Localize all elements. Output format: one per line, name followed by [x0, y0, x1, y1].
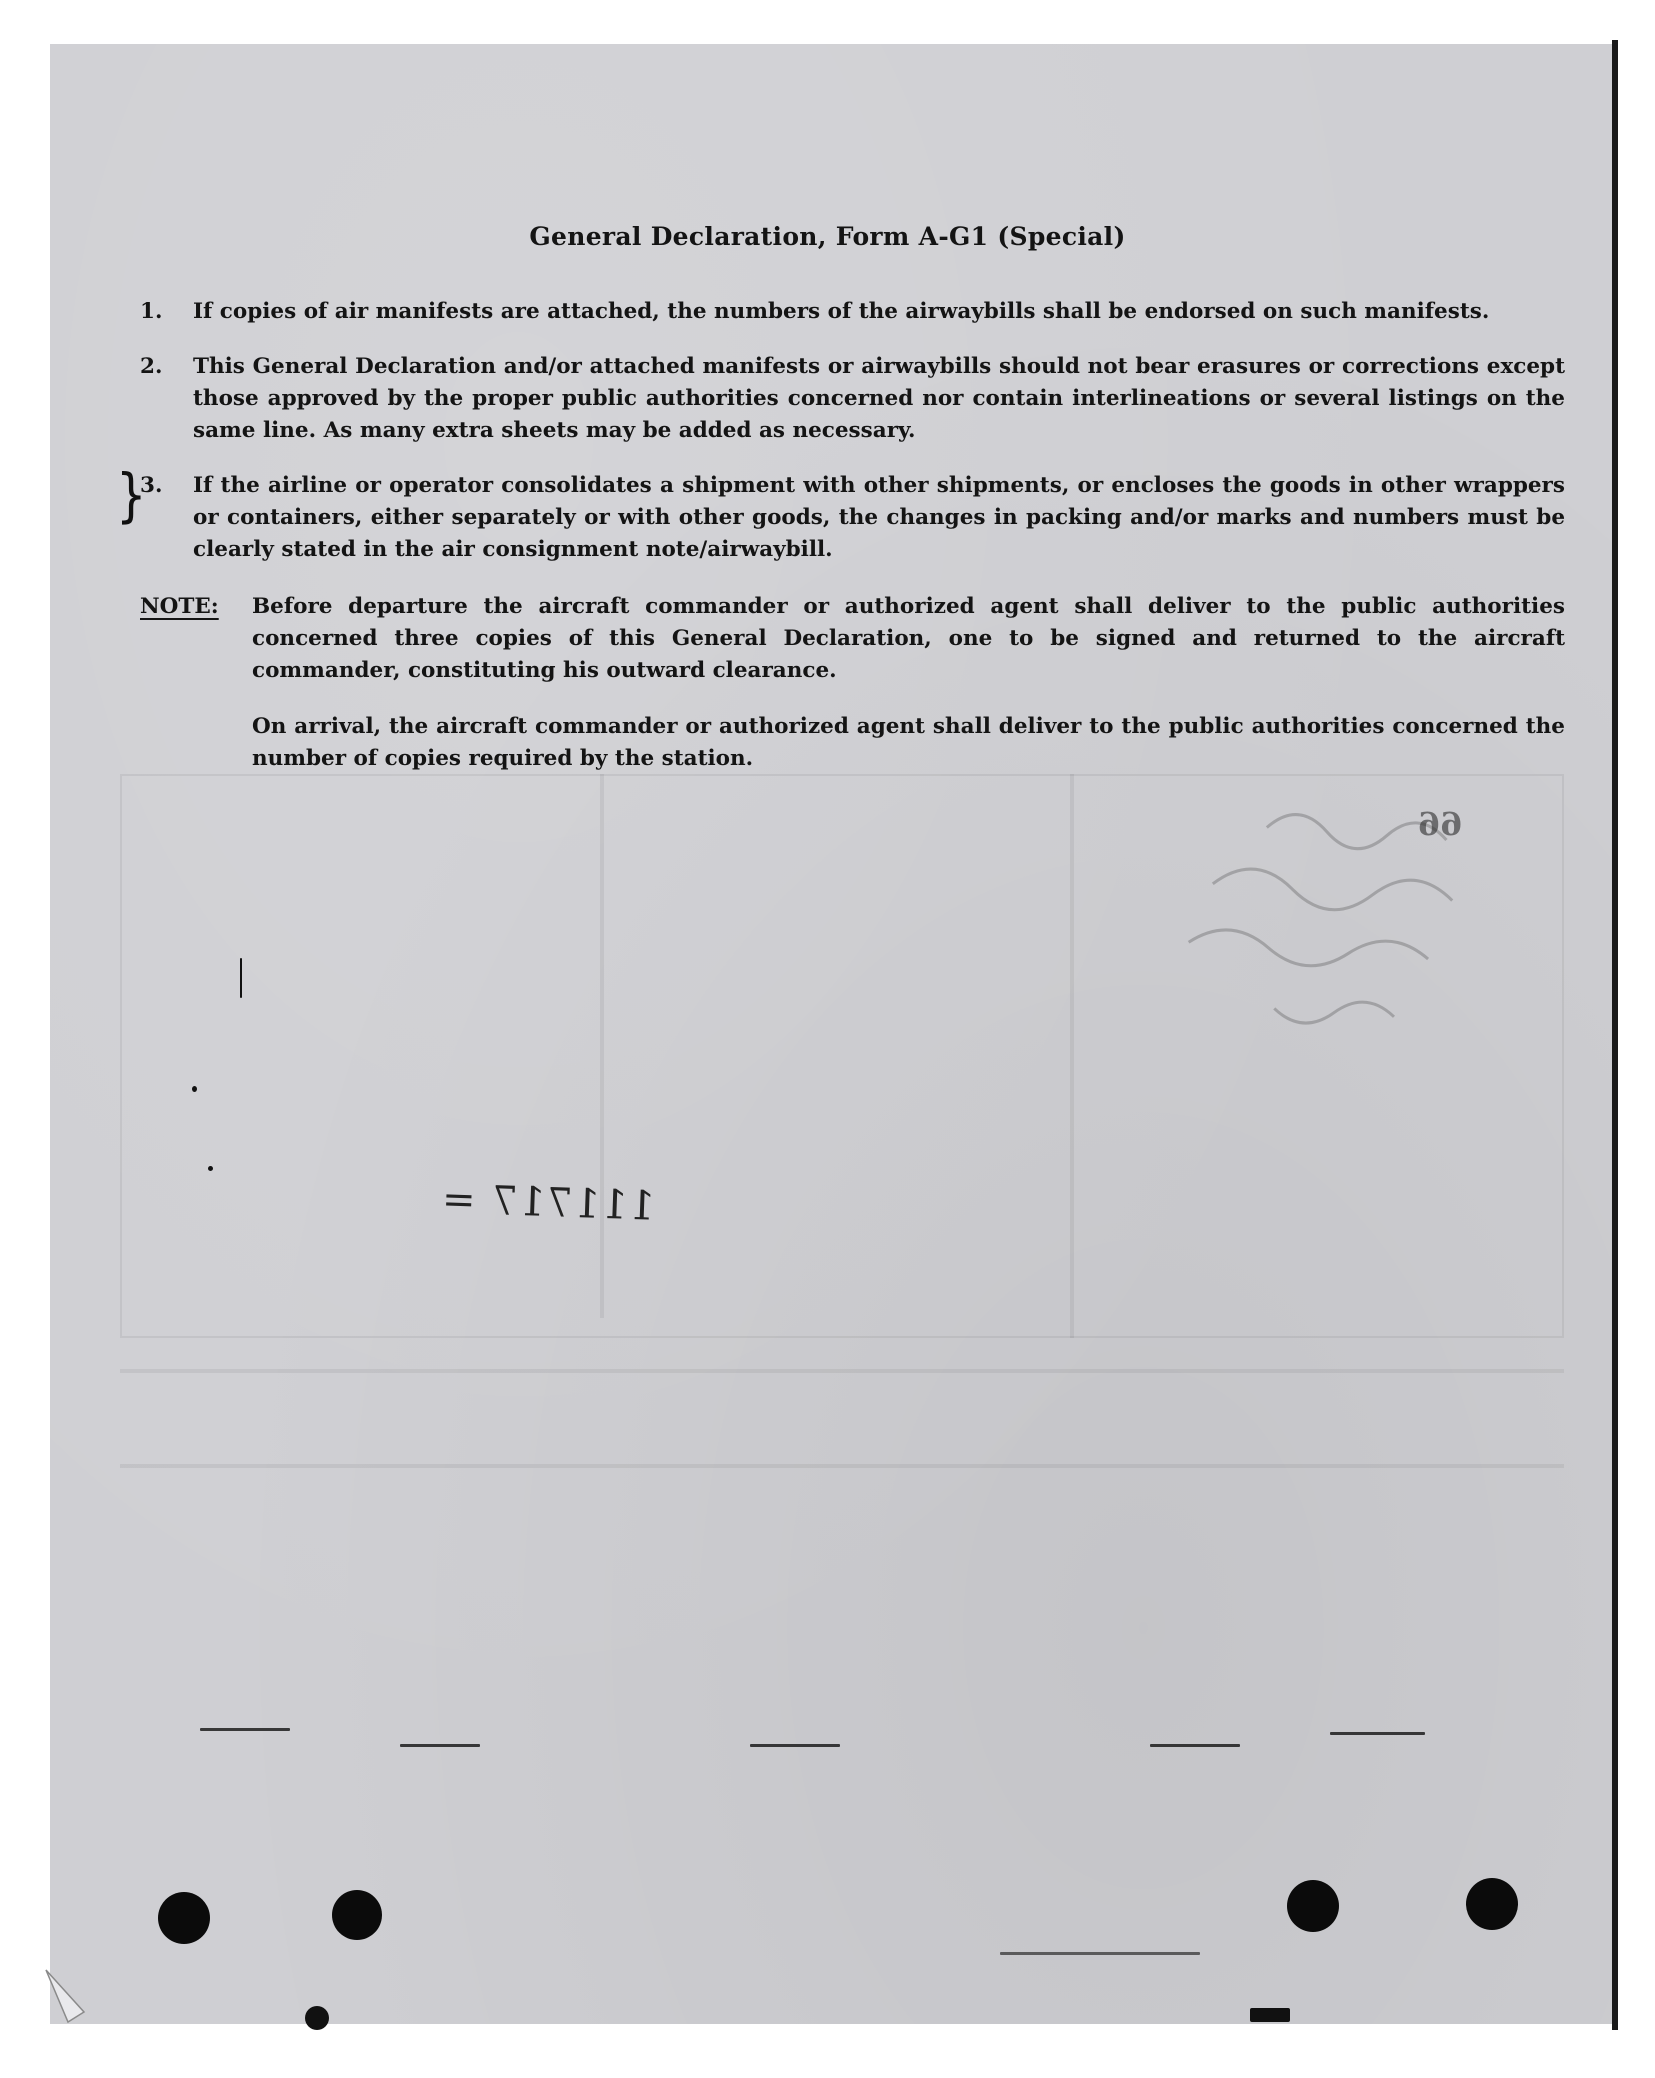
speck	[1330, 1732, 1425, 1735]
speck	[1000, 1952, 1200, 1955]
speck	[192, 1086, 197, 1092]
speck	[1150, 1744, 1240, 1747]
speck	[240, 958, 242, 998]
bleedthrough-handwriting	[1131, 779, 1469, 1075]
speck	[750, 1744, 840, 1747]
bleedthrough-divider	[600, 774, 604, 1318]
speck	[208, 1166, 213, 1171]
punch-hole	[1466, 1878, 1518, 1930]
item-text: If copies of air manifests are attached, the numbers of the airwaybills shall be endorsed on such manifests.	[193, 299, 1490, 324]
speck	[200, 1728, 290, 1731]
speck	[305, 2006, 329, 2030]
handwritten-mark: 111717 =	[439, 1176, 656, 1230]
note-paragraph: Before departure the aircraft commander or authorized agent shall deliver to the public authorities concerned three copies of this General Declaration, one to be signed and returned to the aircraft commander, constituting his outward clearance.	[252, 594, 1565, 683]
note-block	[140, 591, 1565, 687]
item-number: 1.	[140, 299, 163, 324]
bleedthrough-rule	[120, 1464, 1564, 1468]
punch-hole	[158, 1892, 210, 1944]
bleedthrough-divider	[1070, 774, 1074, 1338]
list-item	[140, 351, 1565, 447]
note-label: NOTE:	[140, 594, 219, 619]
item-number: 2.	[140, 354, 163, 379]
speck	[1250, 2008, 1290, 2022]
note-paragraph: On arrival, the aircraft commander or authorized agent shall deliver to the public authorities concerned the number of copies required by the station.	[252, 714, 1565, 771]
bleedthrough-number: 66	[1418, 805, 1463, 843]
item-text: If the airline or operator consolidates a shipment with other shipments, or encloses the goods in other wrappers or containers, either separately or with other goods, the changes in packing and/or marks and numbers must be clearly stated in the air consignment note/airwaybill.	[193, 473, 1565, 562]
sheet-edge	[1612, 40, 1618, 2030]
item-text: This General Declaration and/or attached manifests or airwaybills should not bear erasures or corrections except those approved by the proper public authorities concerned nor contain interlineations or several listings on the same line. As many extra sheets may be added as necessary.	[193, 354, 1565, 443]
document-title: General Declaration, Form A-G1 (Special)	[529, 222, 1126, 251]
margin-bracket-mark: }	[116, 462, 147, 530]
punch-hole	[1287, 1880, 1339, 1932]
bleedthrough-rule	[120, 1369, 1564, 1373]
punch-hole	[332, 1890, 382, 1940]
speck	[400, 1744, 480, 1747]
folded-corner	[44, 1968, 88, 2024]
item-number: 3.	[140, 473, 163, 498]
list-item	[140, 470, 1565, 566]
list-item	[140, 296, 1565, 328]
